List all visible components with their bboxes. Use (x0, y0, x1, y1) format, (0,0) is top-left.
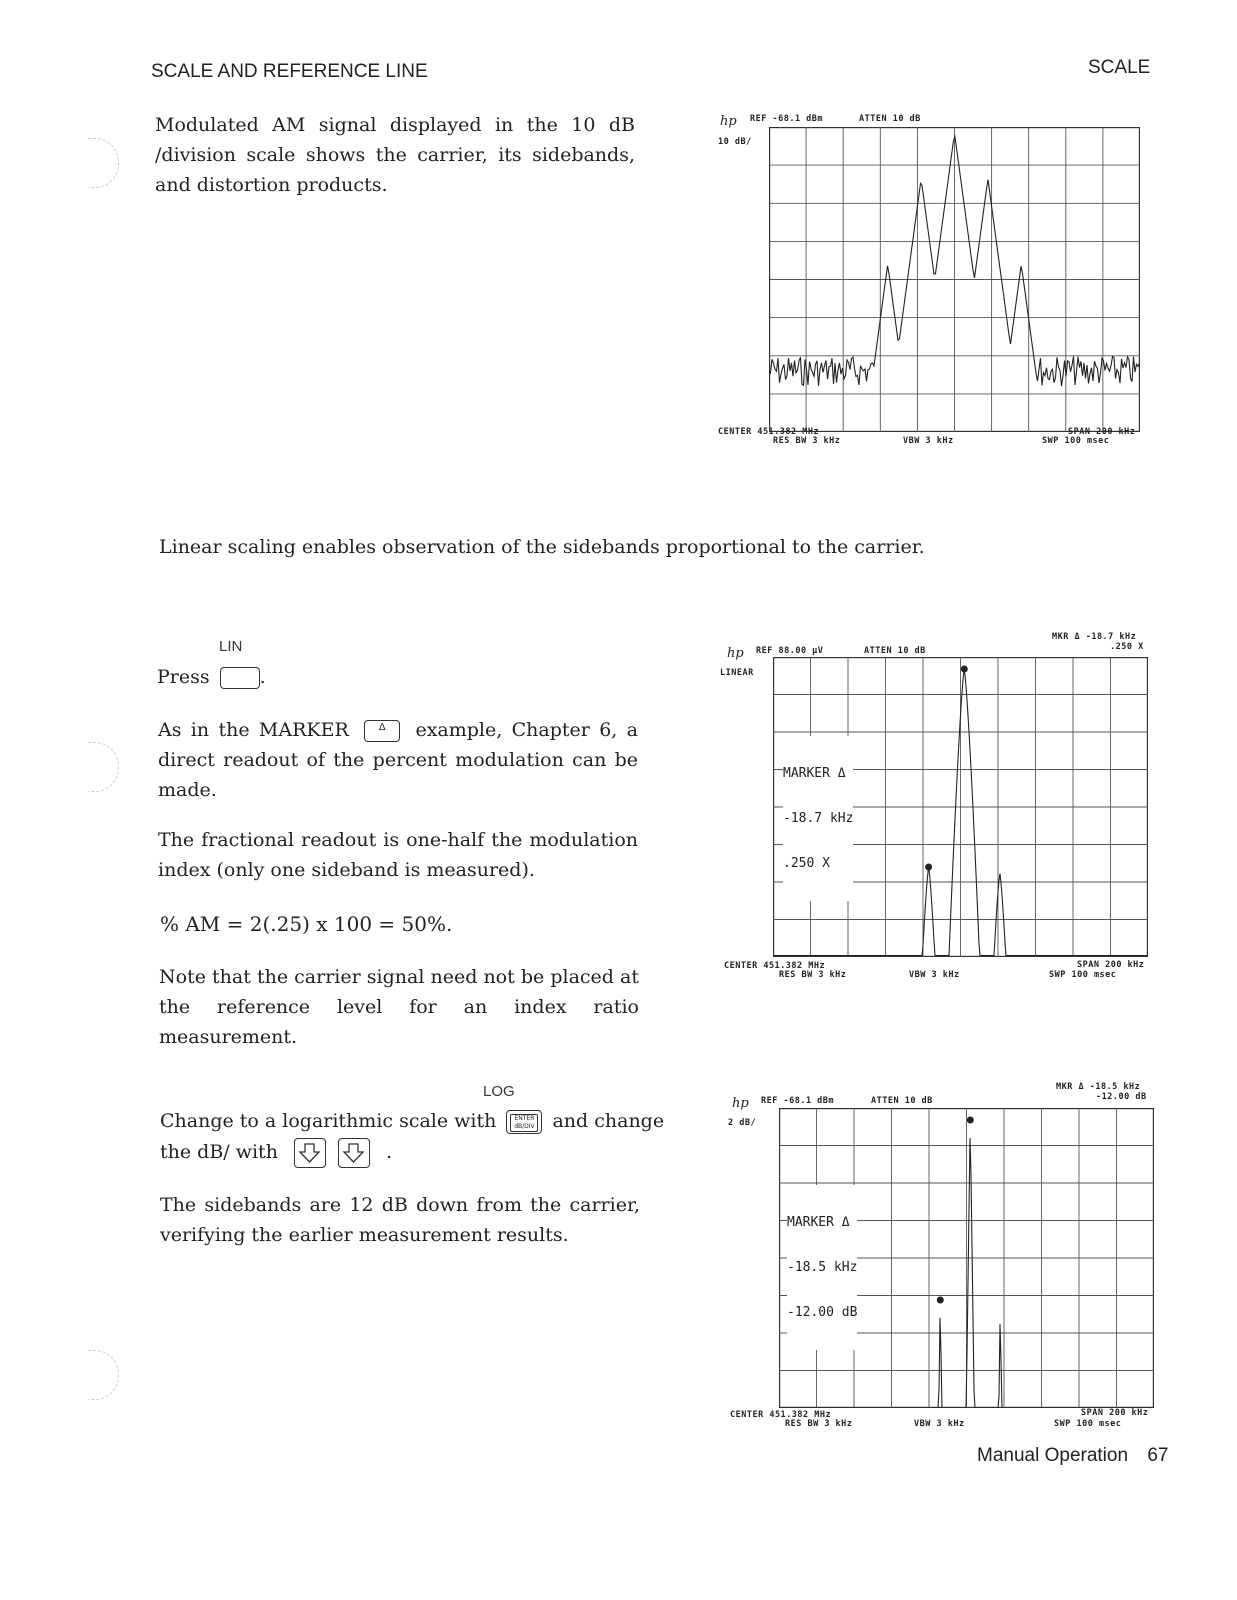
marker-box-freq: -18.7 kHz (783, 811, 854, 826)
sidebands-result-paragraph: The sidebands are 12 dB down from the carrier, verifying the earlier measurement results. (160, 1194, 640, 1246)
marker-readout-box (783, 736, 853, 901)
span-label: SPAN 200 kHz (1081, 1408, 1149, 1418)
marker-paragraph (158, 715, 638, 805)
delta-glyph: Δ (378, 722, 386, 733)
page-number: 67 (1147, 1445, 1169, 1466)
press-text: Press (157, 666, 210, 688)
enter-key-face (510, 1114, 538, 1132)
spectrum-display-log-2db (726, 1080, 1166, 1432)
spectrum-display-log-10db (716, 110, 1156, 455)
running-header-right: SCALE (1088, 57, 1151, 78)
center-freq-label: CENTER 451.382 MHz (724, 961, 826, 971)
delta-marker (937, 1297, 944, 1304)
page-footer (977, 1445, 1168, 1467)
am-formula: % AM = 2(.25) x 100 = 50%. (160, 912, 453, 936)
center-freq-label: CENTER 451.382 MHz (730, 1410, 832, 1420)
hp-logo: hp (727, 646, 744, 661)
res-bw-label: RES BW 3 kHz (785, 1419, 853, 1429)
scale-label: LINEAR (720, 668, 754, 678)
ref-level-label: REF -68.1 dBm (750, 114, 824, 124)
reference-marker (961, 666, 968, 673)
atten-label: ATTEN 10 dB (864, 646, 926, 656)
down-arrow-icon (339, 1139, 368, 1166)
db-step-period: . (386, 1141, 393, 1163)
scale-label: 10 dB/ (718, 137, 752, 147)
marker-delta-readout-top: MKR Δ -18.7 kHz (1052, 632, 1137, 642)
sweep-label: SWP 100 msec (1042, 436, 1110, 446)
carrier-note-paragraph: Note that the carrier signal need not be placed at the reference level for an index ratio measurement. (159, 966, 639, 1048)
span-label: SPAN 200 kHz (1068, 427, 1136, 437)
binder-hole (88, 742, 119, 792)
marker-readout-box (787, 1185, 857, 1350)
binder-hole (88, 1350, 119, 1400)
lin-softkey[interactable] (220, 667, 260, 689)
span-label: SPAN 200 kHz (1077, 960, 1145, 970)
marker-delta-key[interactable] (364, 720, 400, 742)
delta-marker (925, 864, 932, 871)
hp-logo: hp (720, 114, 737, 129)
binder-hole (88, 138, 119, 188)
press-period: . (259, 666, 266, 688)
press-lin-line (157, 662, 266, 692)
am-signal-paragraph: Modulated AM signal displayed in the 10 dB /division scale shows the carrier, its sidebands, and distortion products. (155, 114, 635, 196)
change-pre-text: Change to a logarithmic scale with (160, 1110, 497, 1132)
center-freq-label: CENTER 451.382 MHz (718, 427, 820, 437)
vbw-label: VBW 3 kHz (909, 970, 960, 980)
down-arrow-icon (295, 1139, 324, 1166)
marker-delta-readout-top: MKR Δ -18.5 kHz (1056, 1082, 1141, 1092)
lin-key-label: LIN (219, 638, 243, 655)
sweep-label: SWP 100 msec (1054, 1419, 1122, 1429)
db-pre-text: the dB/ with (160, 1141, 278, 1163)
log-scale-line (160, 1106, 664, 1136)
marker-post-text: example, Chapter 6, a direct readout of the percent modulation can be made. (158, 719, 638, 801)
atten-label: ATTEN 10 dB (859, 114, 921, 124)
linear-scaling-caption: Linear scaling enables observation of the sidebands proportional to the carrier. (159, 536, 925, 558)
fractional-readout-paragraph: The fractional readout is one-half the modulation index (only one sideband is measured). (158, 829, 638, 881)
res-bw-label: RES BW 3 kHz (779, 970, 847, 980)
marker-pre-text: As in the MARKER (158, 719, 349, 741)
graticule-1 (769, 127, 1140, 432)
enter-key-line1: ENTER (514, 1115, 535, 1122)
res-bw-label: RES BW 3 kHz (773, 436, 841, 446)
vbw-label: VBW 3 kHz (903, 436, 954, 446)
hp-logo: hp (732, 1096, 749, 1111)
atten-label: ATTEN 10 dB (871, 1096, 933, 1106)
marker-db-readout-top: -12.00 dB (1096, 1092, 1147, 1102)
spectrum-display-linear (716, 630, 1161, 982)
marker-box-title: MARKER Δ (783, 766, 846, 781)
scale-label: 2 dB/ (728, 1118, 757, 1128)
marker-ratio-readout-top: .250 X (1110, 642, 1144, 652)
log-key-label: LOG (483, 1083, 515, 1100)
sweep-label: SWP 100 msec (1049, 970, 1117, 980)
running-header-left: SCALE AND REFERENCE LINE (151, 61, 428, 82)
ref-level-label: REF 88.00 μV (756, 646, 824, 656)
reference-marker (967, 1117, 974, 1124)
ref-level-label: REF -68.1 dBm (761, 1096, 835, 1106)
step-down-key-1[interactable] (294, 1138, 326, 1168)
db-step-line (160, 1137, 392, 1168)
change-post-text: and change (552, 1110, 665, 1132)
footer-section-title: Manual Operation (977, 1445, 1129, 1466)
vbw-label: VBW 3 kHz (914, 1419, 965, 1429)
enter-key-line2: dB/DIV (514, 1123, 535, 1130)
step-down-key-2[interactable] (338, 1138, 370, 1168)
marker-box-title: MARKER Δ (787, 1215, 850, 1230)
marker-box-db: -12.00 dB (787, 1305, 858, 1320)
marker-box-ratio: .250 X (783, 856, 830, 871)
marker-box-freq: -18.5 kHz (787, 1260, 858, 1275)
enter-db-div-key[interactable] (506, 1110, 542, 1134)
